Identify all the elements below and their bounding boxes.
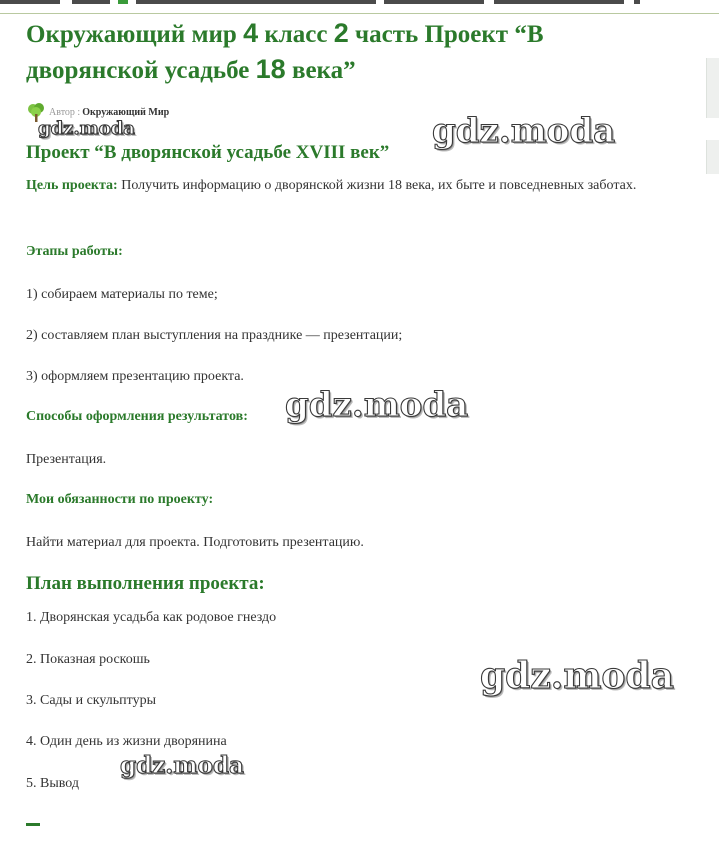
watermark: gdz.moda: [432, 111, 616, 151]
stage-item: 2) составляем план выступления на празднике — презентации;: [26, 328, 403, 343]
plan-item: 1. Дворянская усадьба как родовое гнездо: [26, 610, 277, 625]
plan-item: 5. Вывод: [26, 776, 79, 791]
top-cropped-strip: [0, 0, 719, 14]
methods-text: Презентация.: [26, 452, 107, 467]
author-name: Окружающий Мир: [82, 106, 170, 118]
goal-text: Получить информацию о дворянской жизни 18 века, их быте и повседневных заботах.: [117, 178, 637, 193]
cropped-fragment: [0, 0, 60, 4]
goal-label: Цель проекта:: [26, 178, 118, 193]
duties-text: Найти материал для проекта. Подготовить презентацию.: [26, 535, 364, 550]
top-divider: [0, 13, 719, 14]
watermark: gdz.moda: [38, 118, 135, 139]
goal-paragraph: [26, 172, 666, 199]
plan-item: 2. Показная роскошь: [26, 652, 150, 667]
watermark: gdz.moda: [480, 655, 674, 697]
cropped-fragment: [72, 0, 110, 4]
sidebar-fragment: [706, 58, 719, 118]
project-heading: Проект “В дворянской усадьбе XVIII век”: [26, 142, 390, 163]
plan-item: 3. Сады и скульптуры: [26, 693, 156, 708]
cropped-fragment: [494, 0, 624, 4]
cutoff-heading-fragment: [26, 820, 42, 826]
page-title: Окружающий мир 4 класс 2 часть Проект “В дворянской усадьбе 18 века”: [26, 18, 544, 84]
cropped-fragment: [634, 0, 640, 4]
plan-item: 4. Один день из жизни дворянина: [26, 734, 227, 749]
stage-item: 3) оформляем презентацию проекта.: [26, 369, 244, 384]
author-prefix: Автор :: [49, 106, 81, 118]
stages-label: Этапы работы:: [26, 244, 123, 259]
cropped-green-icon: [118, 0, 128, 4]
sidebar-fragment: [706, 140, 719, 174]
stage-item: 1) собираем материалы по теме;: [26, 287, 218, 302]
watermark: gdz.moda: [120, 752, 244, 779]
watermark: gdz.moda: [285, 385, 469, 425]
methods-label: Способы оформления результатов:: [26, 409, 248, 424]
plan-heading: План выполнения проекта:: [26, 573, 265, 594]
cropped-fragment: [384, 0, 484, 4]
duties-label: Мои обязанности по проекту:: [26, 492, 214, 507]
cropped-fragment: [136, 0, 376, 4]
